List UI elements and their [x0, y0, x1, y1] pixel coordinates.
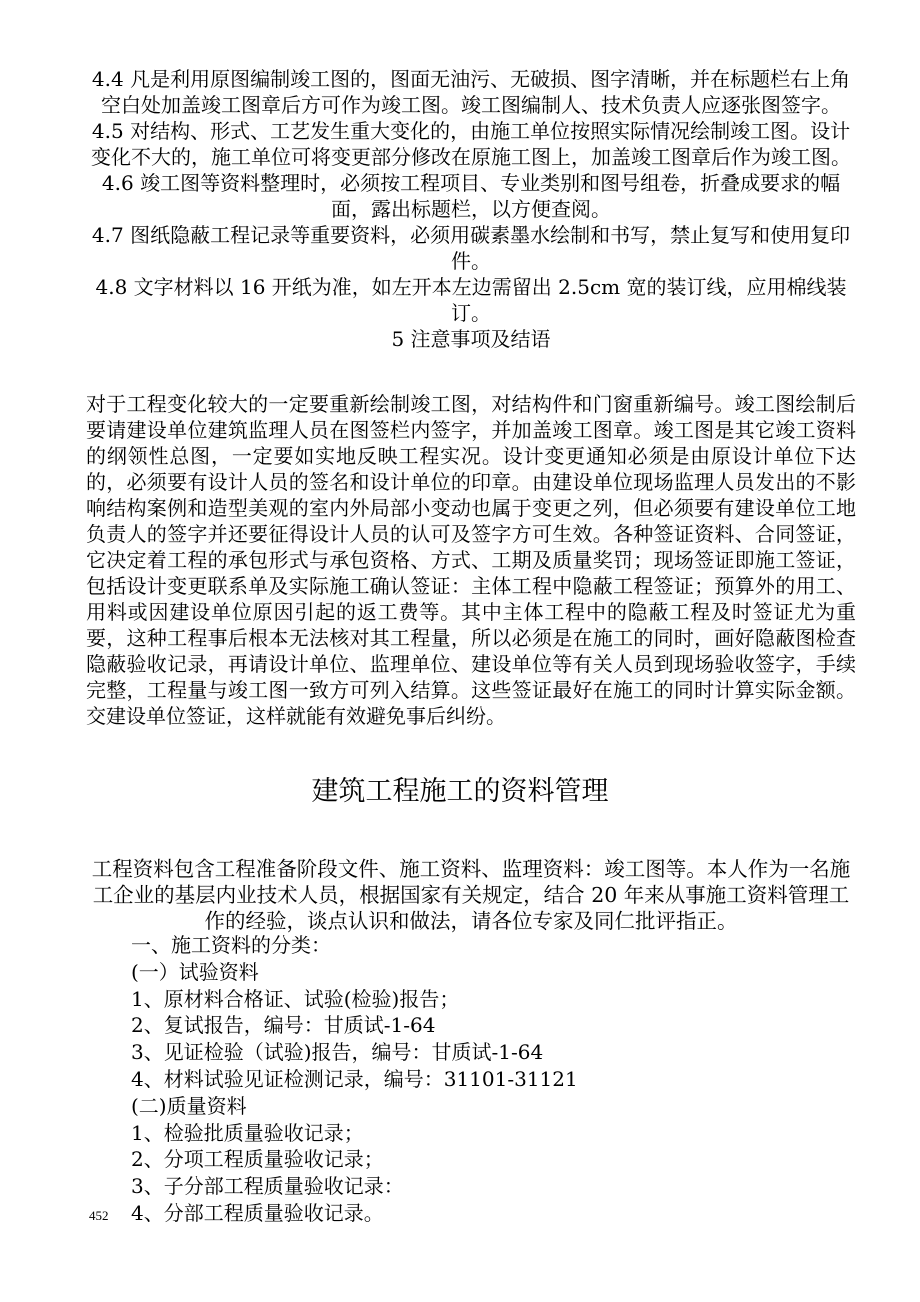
list-item: (一）试验资料	[131, 959, 259, 984]
list-item: 3、子分部工程质量验收记录：	[131, 1174, 404, 1199]
list-item: 2、分项工程质量验收记录；	[131, 1147, 384, 1172]
classification-list	[131, 932, 851, 1227]
paragraph-4-5: 4.5 对结构、形式、工艺发生重大变化的，由施工单位按照实际情况绘制竣工图。设计变化不大的，施工单位可将变更部分修改在原施工图上，加盖竣工图章后作为竣工图。	[91, 119, 851, 169]
section-4-paragraphs	[86, 66, 856, 352]
list-item: 4、材料试验见证检测记录，编号：31101-31121	[131, 1066, 578, 1091]
list-item: (二)质量资料	[131, 1093, 247, 1118]
list-item: 4、分部工程质量验收记录。	[131, 1200, 384, 1225]
article-title: 建筑工程施工的资料管理	[311, 776, 609, 807]
paragraph-4-4: 4.4 凡是利用原图编制竣工图的，图面无油污、无破损、图字清晰，并在标题栏右上角空白处加盖竣工图章后方可作为竣工图。竣工图编制人、技术负责人应逐张图签字。	[91, 67, 851, 117]
paragraph-4-8: 4.8 文字材料以 16 开纸为准，如左开本左边需留出 2.5cm 宽的装订线，应用棉线装订。	[95, 275, 847, 325]
page-number: 452	[89, 1208, 109, 1223]
section-5-heading: 5 注意事项及结语	[391, 327, 551, 351]
paragraph-4-7: 4.7 图纸隐蔽工程记录等重要资料，必须用碳素墨水绘制和书写，禁止复写和使用复印件。	[91, 223, 851, 273]
list-item: 一、施工资料的分类：	[131, 933, 331, 957]
paragraph-4-6: 4.6 竣工图等资料整理时，必须按工程项目、专业类别和图号组卷，折叠成要求的幅面，露出标题栏，以方便查阅。	[101, 171, 841, 221]
list-item: 1、原材料合格证、试验(检验)报告；	[131, 986, 460, 1011]
section-5-body: 对于工程变化较大的一定要重新绘制竣工图，对结构件和门窗重新编号。竣工图绘制后要请建设单位建筑监理人员在图签栏内签字，并加盖竣工图章。竣工图是其它竣工资料的纲领性总图，一定要如实地反映工程实况。设计变更通知必须是由原设计单位下达的，必须要有设计人员的签名和设计单位的印章。由建设单位现场监理人员发出的不影响结构案例和造型美观的室内外局部小变动也属于变更之列，但必须要有建设单位工地负责人的签字并还要征得设计人员的认可及签字方可生效。各种签证资料、合同签证，它决定着工程的承包形式与承包资格、方式、工期及质量奖罚；现场签证即施工签证，包括设计变更联系单及实际施工确认签证：主体工程中隐蔽工程签证；预算外的用工、用料或因建设单位原因引起的返工费等。其中主体工程中的隐蔽工程及时签证尤为重要，这种工程事后根本无法核对其工程量，所以必须是在施工的同时，画好隐蔽图检查隐蔽验收记录，再请设计单位、监理单位、建设单位等有关人员到现场验收签字，手续完整，工程量与竣工图一致方可列入结算。这些签证最好在施工的同时计算实际金额。交建设单位签证，这样就能有效避免事后纠纷。	[86, 392, 856, 728]
list-item: 1、检验批质量验收记录；	[131, 1120, 364, 1145]
list-item: 3、见证检验（试验)报告，编号：甘质试-1-64	[131, 1040, 544, 1065]
list-item: 2、复试报告，编号：甘质试-1-64	[131, 1013, 436, 1038]
article-intro: 工程资料包含工程准备阶段文件、施工资料、监理资料：竣工图等。本人作为一名施工企业的基层内业技术人员，根据国家有关规定，结合 20 年来从事施工资料管理工作的经验，谈点认识和做法，请各位专家及同仁批评指正。	[91, 857, 851, 933]
